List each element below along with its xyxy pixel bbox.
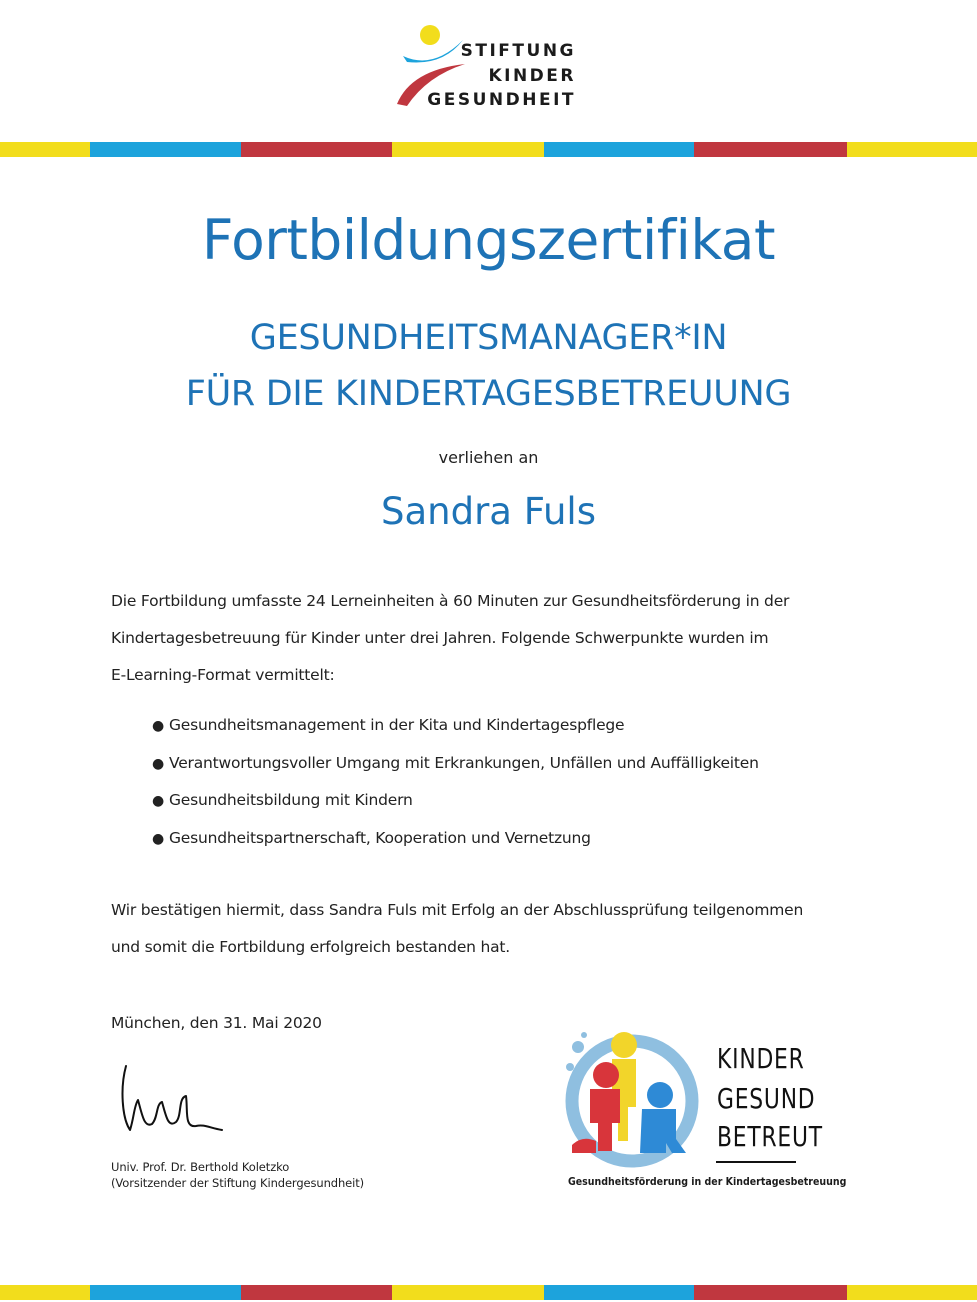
intro-paragraph [111,583,871,694]
signatory-name: Univ. Prof. Dr. Berthold Koletzko [111,1160,290,1174]
intro-line: Kindertagesbetreuung für Kinder unter drei Jahren. Folgende Schwerpunkte wurden im [111,629,769,647]
recipient-name: Sandra Fuls [380,490,596,533]
bullet-icon: ● [152,830,165,847]
kgb-word-kinder: KINDER [717,1042,805,1075]
stiftung-kindergesundheit-logo [393,18,593,110]
kgb-tagline: Gesundheitsförderung in der Kindertagesbetreuung [568,1175,847,1188]
certificate-subtitle-line1: GESUNDHEITSMANAGER*IN [249,318,728,358]
color-stripe-bottom [0,1285,977,1300]
signatory-role: (Vorsitzender der Stiftung Kindergesundheit) [111,1176,365,1190]
color-stripe-top [0,142,977,157]
confirmation-line: und somit die Fortbildung erfolgreich bestanden hat. [111,938,511,956]
place-date: München, den 31. Mai 2020 [111,1014,322,1032]
focus-area-text: Gesundheitsmanagement in der Kita und Kindertagespflege [169,716,625,734]
kgb-word-gesund: GESUND [717,1082,816,1115]
kgb-word-betreut: BETREUT [717,1120,823,1153]
kinder-gesund-betreut-logo [560,1025,847,1195]
bullet-icon: ● [152,755,165,772]
focus-area-text: Gesundheitsbildung mit Kindern [169,791,413,809]
bullet-icon: ● [152,718,165,734]
list-item [152,782,759,820]
confirmation-line: Wir bestätigen hiermit, dass Sandra Fuls mit Erfolg an der Abschlussprüfung teilgenommen [111,901,804,919]
focus-area-text: Gesundheitspartnerschaft, Kooperation und Vernetzung [169,828,591,847]
certificate-subtitle-line2: FÜR DIE KINDERTAGESBETREUUNG [185,374,792,414]
logo-line-gesundheit: GESUNDHEIT [427,90,576,110]
bullet-icon: ● [152,793,165,809]
intro-line: E-Learning-Format vermittelt: [111,666,335,684]
certificate-title: Fortbildungszertifikat [201,208,776,272]
signature-icon [112,1058,232,1142]
focus-areas-list [152,707,759,857]
confirmation-paragraph [111,892,871,966]
logo-line-kinder: KINDER [488,66,576,86]
list-item [152,707,759,745]
intro-line: Die Fortbildung umfasste 24 Lerneinheiten à 60 Minuten zur Gesundheitsförderung in der [111,592,790,610]
list-item [152,745,759,783]
focus-area-text: Verantwortungsvoller Umgang mit Erkrankungen, Unfällen und Auffälligkeiten [169,753,759,772]
awarded-to-label: verliehen an [438,448,539,467]
list-item [152,820,759,858]
logo-line-stiftung: STIFTUNG [460,41,576,61]
